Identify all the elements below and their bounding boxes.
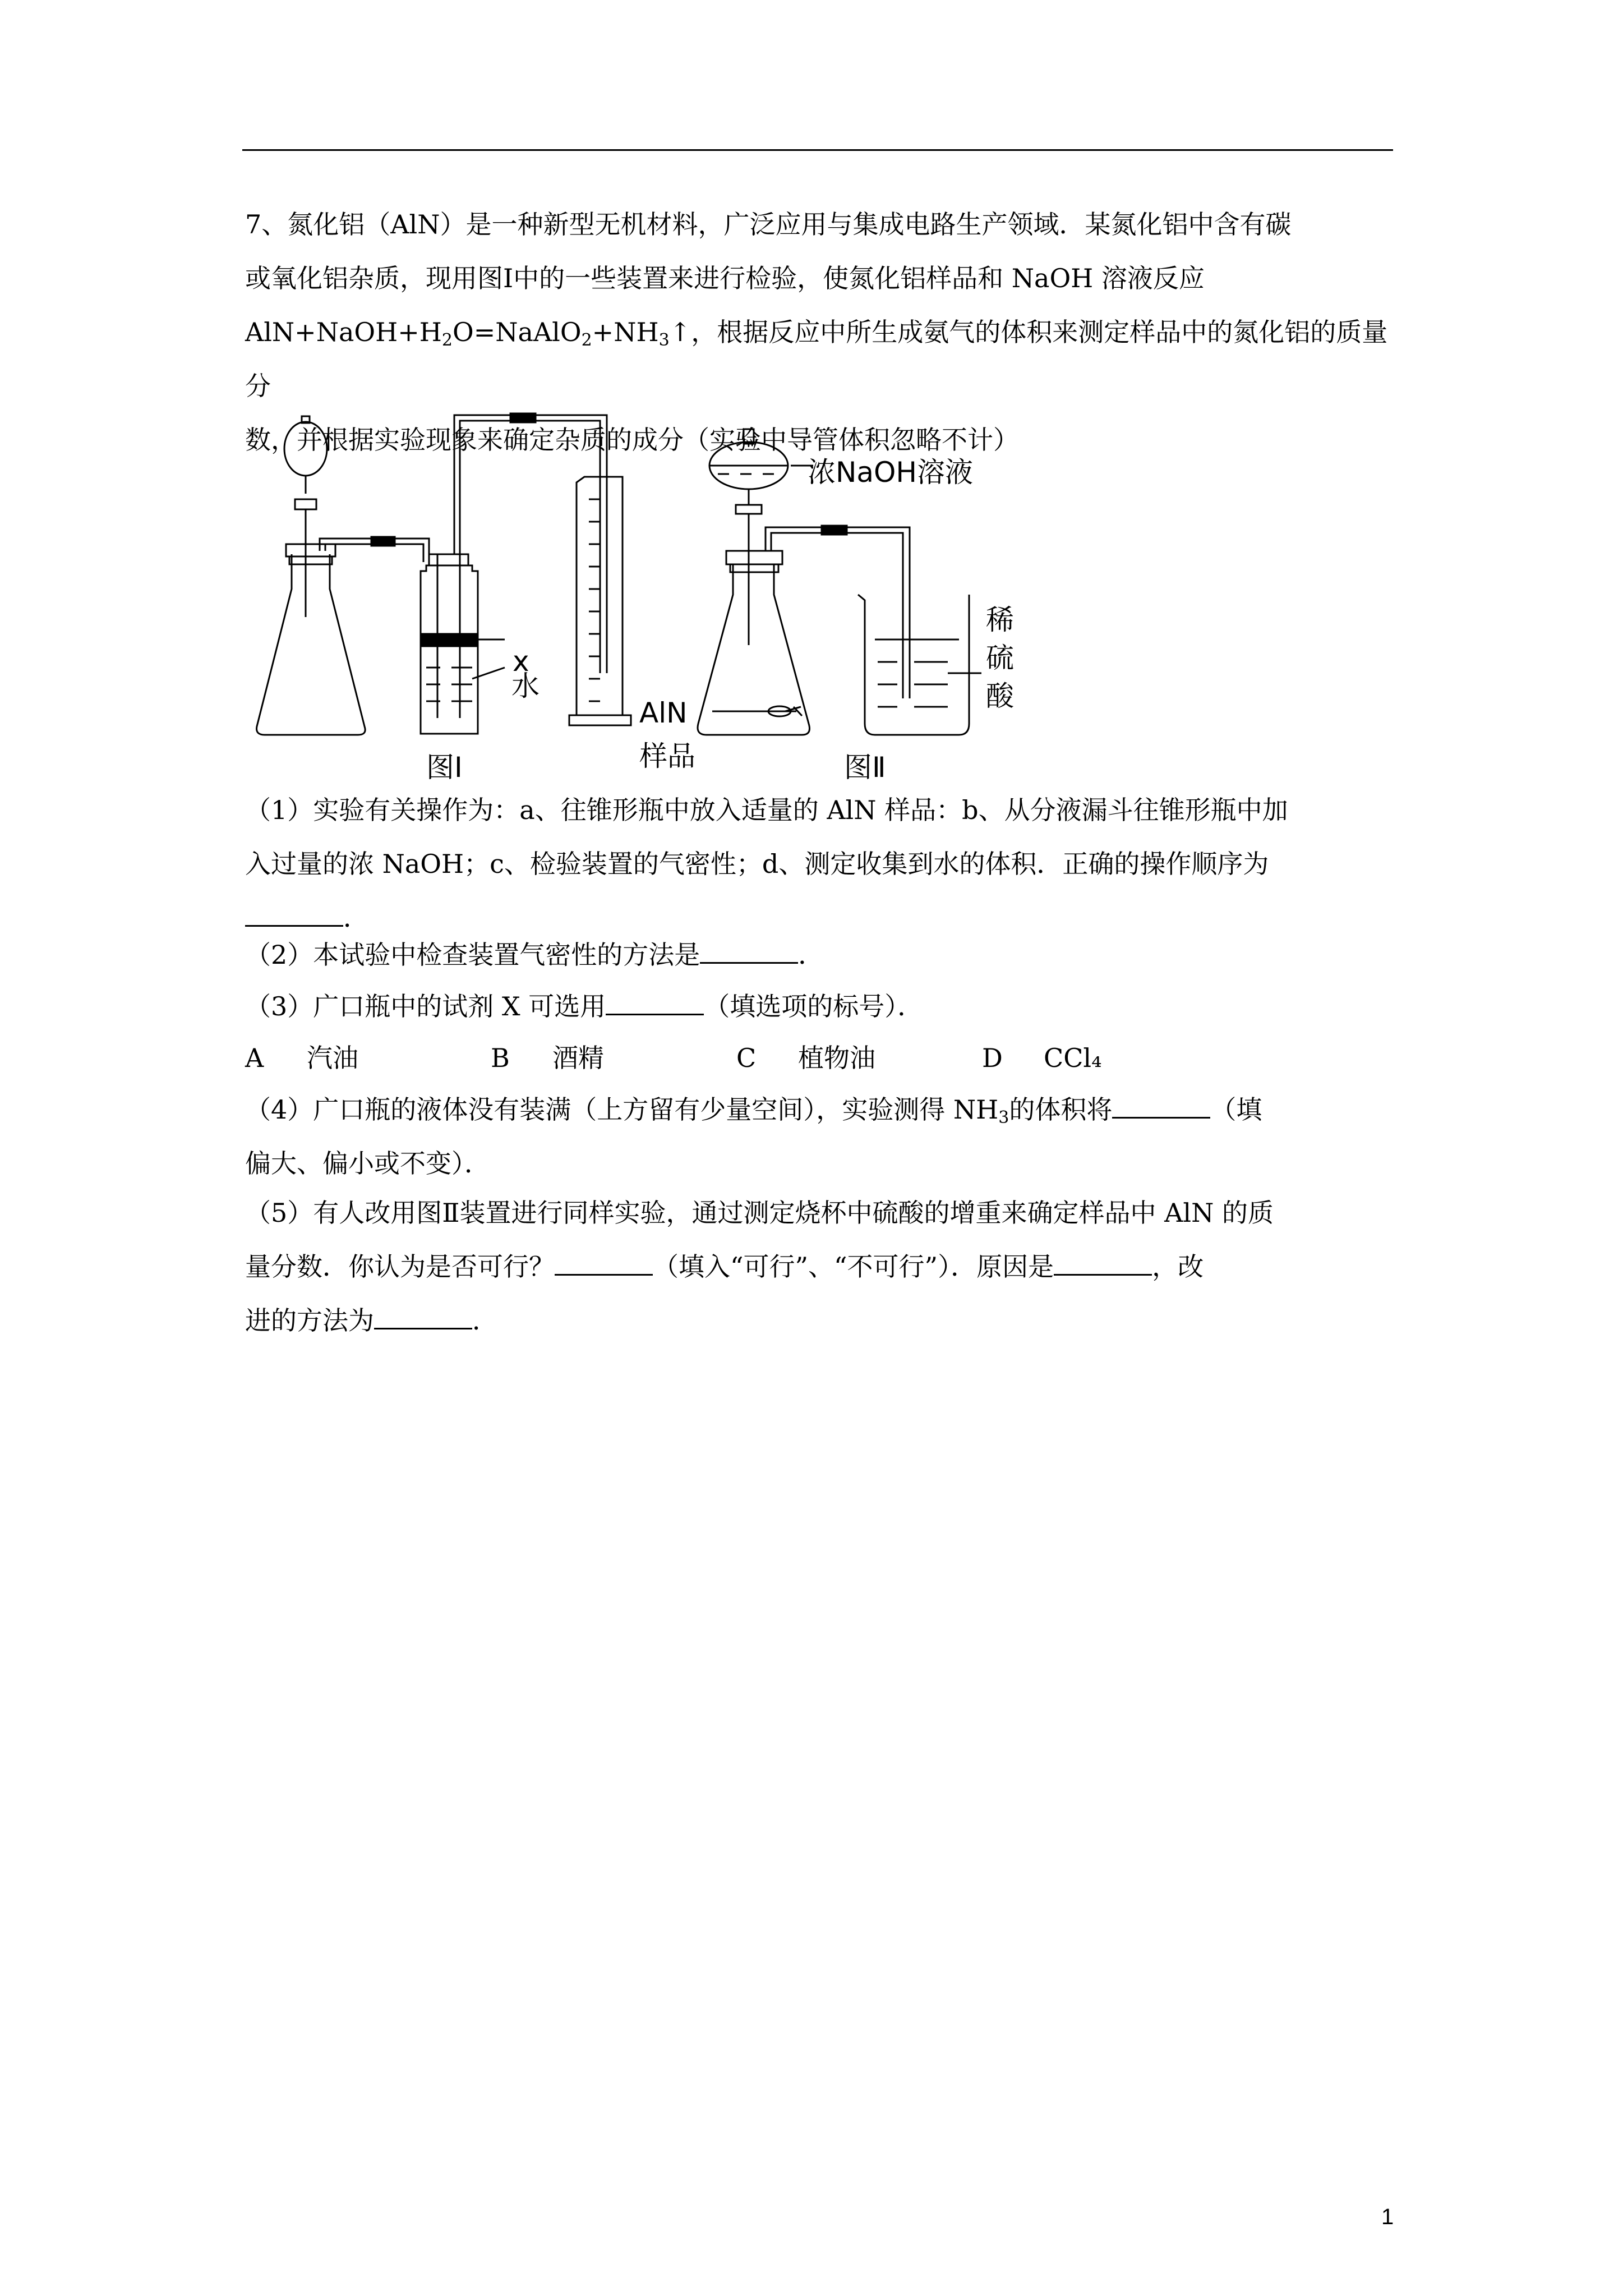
option-c[interactable]: C 植物油 (736, 1043, 875, 1073)
answer-blank-1[interactable] (245, 899, 343, 927)
intro-line-2: 或氧化铝杂质，现用图Ⅰ中的一些装置来进行检验，使氮化铝样品和 NaOH 溶液反应 (245, 263, 1205, 293)
label-acid-2: 硫 (986, 642, 1014, 674)
page-number: 1 (1381, 2205, 1394, 2229)
answer-blank-5a[interactable] (555, 1248, 653, 1276)
answer-blank-5c[interactable] (374, 1302, 472, 1329)
intro-line-4: 数，并根据实验现象来确定杂质的成分（实验中导管体积忽略不计） (245, 425, 1019, 455)
answer-blank-3[interactable] (606, 988, 704, 1015)
part-5: （5）有人改用图Ⅱ装置进行同样实验，通过测定烧杯中硫酸的增重来确定样品中 AlN 的质 量分数．你认为是否可行？ （填入“可行”、“不可行”）．原因是 ，改 进的方法为 ． (245, 1198, 1274, 1336)
answer-blank-4[interactable] (1112, 1091, 1210, 1119)
part-3: （3）广口瓶中的试剂 X 可选用 （填选项的标号）． (245, 979, 1392, 1033)
answer-blank-2[interactable] (700, 936, 798, 964)
label-x: x (513, 645, 529, 678)
part-4: （4）广口瓶的液体没有装满（上方留有少量空间），实验测得 $NH_3$的体积将 （填 偏大、偏小或不变）． (245, 1083, 1392, 1190)
label-water: 水 (511, 670, 540, 702)
answer-blank-5b[interactable] (1054, 1248, 1152, 1276)
part-2: （2）本试验中检查装置气密性的方法是 ． (245, 928, 1392, 982)
apparatus-figure (241, 404, 1026, 791)
label-naoh: 浓NaOH溶液 (808, 456, 973, 489)
part-1: （1）实验有关操作为：a、往锥形瓶中放入适量的 AlN 样品：b、从分液漏斗往锥形瓶中加 入过量的浓 NaOH；c、检验装置的气密性；d、测定收集到水的体积．正确的操作顺序为 ． (245, 795, 1288, 933)
figure-2-caption: 图Ⅱ (844, 751, 886, 784)
option-b[interactable]: B 酒精 (491, 1043, 604, 1073)
options (245, 1031, 1228, 1085)
option-d[interactable]: D CCl₄ (982, 1043, 1102, 1073)
figure-1-caption: 图Ⅰ (426, 751, 463, 784)
equation: $AlN+NaOH+H_2O=NaAlO_2+NH_3↑$，根据反应中所生成氨气的体积来测定样品中的氮化铝的质量分 (245, 317, 1388, 401)
intro-line-1: 7、氮化铝（AlN）是一种新型无机材料，广泛应用与集成电路生产领域．某氮化铝中含有碳 (245, 209, 1292, 240)
label-aln: AlN (639, 697, 688, 729)
label-sample: 样品 (639, 740, 695, 772)
label-acid-3: 酸 (986, 680, 1014, 712)
option-a[interactable]: A 汽油 (245, 1043, 358, 1073)
label-acid-1: 稀 (986, 604, 1014, 636)
header-rule (242, 149, 1393, 151)
